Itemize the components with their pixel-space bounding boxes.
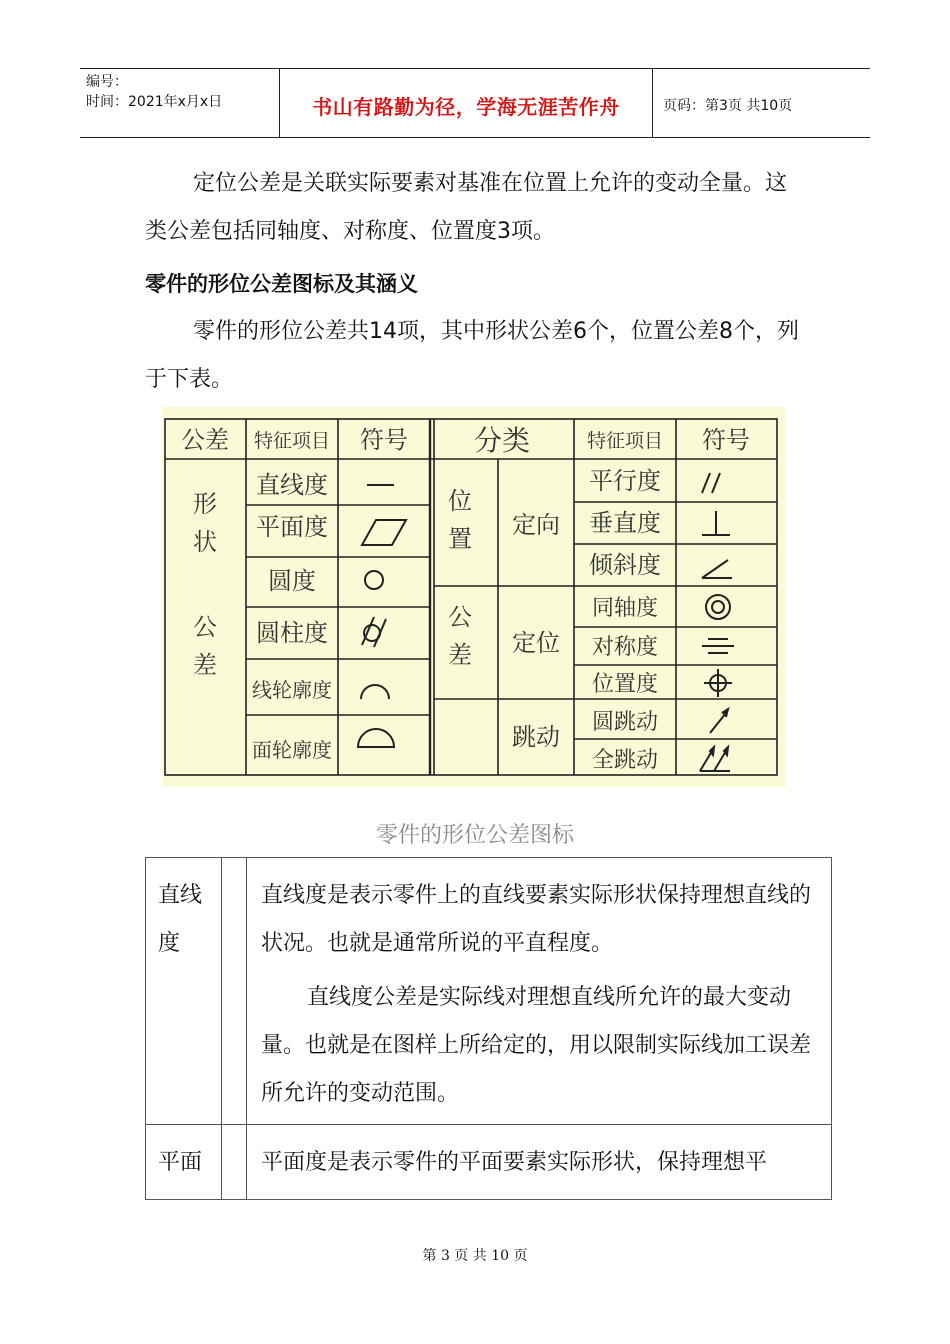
angularity-icon (702, 560, 732, 578)
header-tolerance: 公差 (181, 426, 229, 454)
item-coaxiality: 同轴度 (591, 596, 659, 621)
number-label: 编号： (86, 74, 128, 90)
definition-paragraph: 直线度是表示零件上的直线要素实际形状保持理想直线的状况。也就是通常所说的平直程度。 (261, 883, 812, 956)
item-flatness: 平面度 (256, 513, 328, 541)
header-item-left: 特征项目 (253, 430, 331, 452)
surface-profile-icon (358, 729, 394, 747)
section-heading: 零件的形位公差图标及其涵义 (145, 272, 418, 296)
line-profile-icon (361, 685, 389, 699)
item-parallelism: 平行度 (589, 467, 661, 495)
item-roundness: 圆度 (268, 567, 316, 595)
term-straightness: 直线度 (158, 883, 203, 956)
header-motto: 书山有路勤为径，学海无涯苦作舟 (280, 69, 653, 137)
circular-runout-icon (710, 709, 728, 733)
header-item-right: 特征项目 (586, 430, 664, 452)
paragraph-position-tolerance: 定位公差是关联实际要素对基准在位置上允许的变动全量。这类公差包括同轴度、对称度、位置度3项。 (145, 171, 788, 244)
header-page-info: 页码：第3页 共10页 (663, 98, 793, 114)
spacer-cell (222, 858, 247, 1125)
table-caption: 零件的形位公差图标 (375, 823, 574, 848)
term-cell (146, 1125, 222, 1200)
item-position: 位置度 (591, 672, 659, 697)
position-cat-char: 差 (448, 641, 472, 669)
symmetry-icon (702, 639, 734, 653)
term-flatness: 平面 (158, 1150, 203, 1175)
page-footer: 第 3 页 共 10 页 (422, 1248, 528, 1264)
position-cat-char: 置 (448, 525, 472, 553)
subgroup-location: 定位 (512, 629, 560, 657)
roundness-icon (365, 571, 383, 589)
term-cell (146, 858, 222, 1125)
paragraph-tolerance-count: 零件的形位公差共14项，其中形状公差6个，位置公差8个，列于下表。 (145, 319, 799, 392)
header-meta (80, 69, 280, 137)
position-icon (704, 669, 732, 697)
definition-cell (247, 858, 832, 1125)
shape-cat-char: 状 (193, 528, 217, 556)
item-surface-profile: 面轮廓度 (252, 738, 332, 762)
position-cat-char: 公 (448, 603, 472, 631)
flatness-icon (362, 520, 406, 545)
definition-cell (247, 1125, 832, 1200)
position-cat-char: 位 (448, 487, 472, 515)
header-symbol-right: 符号 (702, 426, 750, 454)
time-label: 时间：2021年x月x日 (86, 94, 223, 110)
table-row (146, 1125, 832, 1200)
definition-paragraph: 平面度是表示零件的平面要素实际形状，保持理想平 (261, 1150, 768, 1175)
shape-cat-char: 差 (193, 651, 217, 679)
definitions-table (145, 857, 832, 1200)
shape-cat-char: 形 (193, 490, 217, 518)
coaxiality-icon (706, 595, 730, 619)
item-total-runout: 全跳动 (591, 748, 659, 773)
definition-paragraph: 直线度公差是实际线对理想直线所允许的最大变动量。也就是在图样上所给定的，用以限制实际线加工误差所允许的变动范围。 (261, 985, 812, 1106)
cylindricity-icon (362, 617, 386, 647)
symbol-table-svg (162, 407, 786, 787)
tolerance-symbol-table (162, 407, 786, 787)
page-header (80, 68, 870, 138)
item-circular-runout: 圆跳动 (591, 710, 659, 735)
header-category: 分类 (473, 424, 531, 457)
shape-cat-char: 公 (193, 613, 217, 641)
header-symbol-left: 符号 (360, 426, 408, 454)
subgroup-runout: 跳动 (512, 723, 560, 751)
perpendicularity-icon (702, 511, 730, 535)
parallelism-icon (702, 473, 720, 493)
table-row (146, 858, 832, 1125)
item-line-profile: 线轮廓度 (252, 678, 332, 702)
item-perpendicularity: 垂直度 (589, 509, 661, 537)
total-runout-icon (700, 747, 730, 771)
item-cylindricity: 圆柱度 (256, 619, 328, 647)
item-straightness: 直线度 (256, 471, 328, 499)
item-angularity: 倾斜度 (589, 551, 661, 579)
spacer-cell (222, 1125, 247, 1200)
subgroup-orientation: 定向 (512, 511, 560, 539)
item-symmetry: 对称度 (591, 635, 659, 660)
